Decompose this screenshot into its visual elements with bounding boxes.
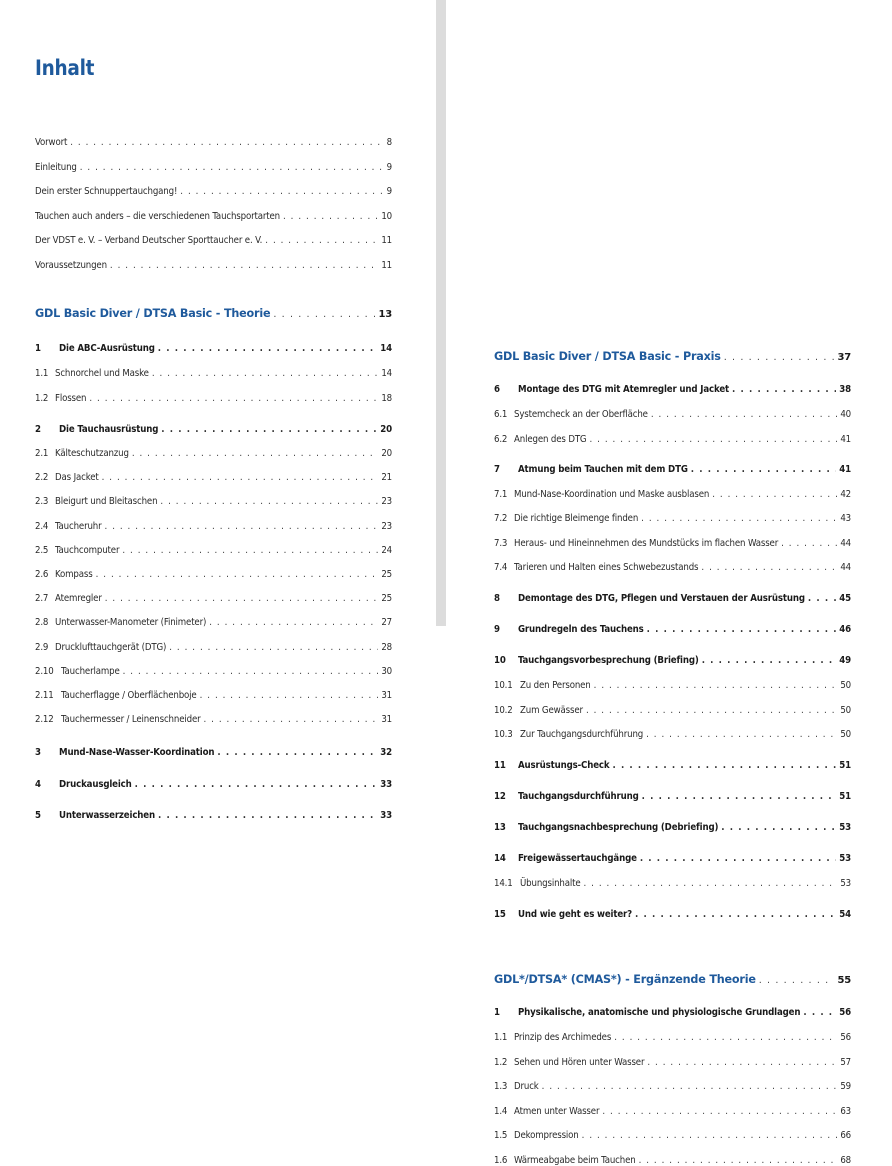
dot-leader [732,384,836,395]
dot-leader [283,211,378,222]
entry-label: Druck [514,1081,539,1093]
entry-number: 7.3 [494,537,508,549]
dot-leader [70,137,383,148]
dot-leader [639,1155,838,1166]
chapter-6[interactable] [494,384,851,395]
section-entry[interactable] [494,680,851,691]
dot-leader [265,235,378,246]
dot-leader [589,434,837,445]
page-number: 25 [381,593,392,605]
page-number: 53 [839,853,851,864]
page-number: 50 [840,680,851,691]
page-number: 57 [840,1056,851,1068]
entry-label: Voraussetzungen [35,260,107,271]
dot-leader [160,496,378,507]
page-number: 38 [839,384,851,395]
dot-leader [721,822,836,833]
dot-leader [641,513,837,524]
entry-label: Montage des DTG mit Atemregler und Jacket [518,384,730,395]
entry-number: 2.7 [35,593,49,605]
entry-label: Tauchcomputer [55,544,120,556]
entry-number: 1.6 [494,1155,508,1166]
dot-leader [102,472,379,483]
section-entry[interactable] [35,666,392,677]
entry-label: GDL Basic Diver / DTSA Basic - Praxis [494,350,721,363]
dot-leader [759,975,835,986]
entry-label: Und wie geht es weiter? [518,909,633,920]
page-number: 31 [381,690,392,701]
entry-label: Die richtige Bleimenge finden [514,513,639,525]
page-number: 41 [840,433,851,445]
entry-label: Unterwasser-Manometer (Finimeter) [55,617,207,629]
section-entry[interactable] [494,513,851,524]
entry-label: Tauchgangsvorbesprechung (Briefing) [518,655,699,666]
entry-label: Einleitung [35,161,77,173]
entry-number: 5 [35,810,41,821]
entry-label: Übungsinhalte [520,878,581,889]
entry-label: Zum Gewässer [520,704,583,716]
entry-number: 8 [494,593,500,604]
entry-label: Prinzip des Archimedes [514,1032,612,1043]
entry-number: 7.1 [494,489,508,500]
page-number: 41 [839,464,851,475]
entry-label: Mund-Nase-Wasser-Koordination [59,747,215,758]
chapter-7[interactable] [494,464,851,475]
section-entry[interactable] [494,1155,851,1166]
dot-leader [200,690,379,701]
page-number: 56 [840,1032,851,1043]
section-entry[interactable] [494,729,851,740]
dot-leader [180,186,383,197]
dot-leader [204,714,379,725]
part-heading-theorie[interactable] [35,307,392,320]
dot-leader [273,309,375,320]
page-number: 42 [840,489,851,500]
dot-leader [642,791,837,802]
page-number: 20 [381,448,392,459]
entry-number: 14 [494,853,506,864]
entry-label: Atmen unter Wasser [514,1105,600,1117]
dot-leader [724,352,835,363]
section-entry[interactable] [494,409,851,420]
entry-label: Heraus- und Hineinnehmen des Mundstücks im flachen Wasser [514,537,779,549]
dot-leader [582,1130,838,1141]
page-number: 63 [840,1105,851,1117]
entry-label: Die Tauchausrüstung [59,424,159,435]
section-entry[interactable] [35,714,392,725]
page-number: 8 [386,137,392,148]
entry-number: 7 [494,464,500,475]
entry-label: Das Jacket [55,472,99,484]
page-number: 68 [840,1155,851,1166]
entry-number: 2.12 [35,714,54,726]
entry-label: GDL*/DTSA* (CMAS*) - Ergänzende Theorie [494,973,756,986]
entry-number: 15 [494,909,506,920]
entry-label: Anlegen des DTG [514,433,587,445]
page-number: 14 [380,343,392,354]
intro-entry[interactable] [35,186,392,197]
dot-leader [152,368,378,379]
intro-entry[interactable] [35,211,392,222]
dot-leader [123,666,379,677]
dot-leader [712,489,837,500]
page-number: 44 [840,537,851,549]
chapter-4[interactable] [35,779,392,790]
page-number: 27 [381,617,392,629]
page-number: 25 [381,569,392,580]
intro-entry[interactable] [35,137,392,148]
section-entry[interactable] [35,545,392,556]
entry-number: 6.2 [494,433,508,445]
entry-number: 1 [494,1007,500,1018]
intro-entry[interactable] [35,260,392,271]
page-number: 53 [840,878,851,889]
chapter-15[interactable] [494,909,851,920]
chapter-5[interactable] [35,810,392,821]
entry-label: GDL Basic Diver / DTSA Basic - Theorie [35,307,271,320]
chapter-1-ergaenzend[interactable] [494,1007,851,1018]
intro-entry[interactable] [35,162,392,173]
dot-leader [135,779,378,790]
entry-label: Vorwort [35,137,68,148]
entry-label: Dein erster Schnuppertauchgang! [35,186,178,198]
page-number: 33 [380,779,392,790]
section-entry[interactable] [494,878,851,889]
page-number: 24 [381,544,392,556]
intro-entry[interactable] [35,235,392,246]
entry-number: 1.5 [494,1130,508,1142]
page-number: 56 [839,1007,851,1018]
page-number: 66 [840,1130,851,1142]
entry-number: 10 [494,655,506,666]
page-number: 44 [840,562,851,574]
entry-number: 2.11 [35,690,54,701]
chapter-8[interactable] [494,593,851,604]
page-number: 9 [386,186,392,198]
dot-leader [169,642,378,653]
page-number: 13 [378,309,392,320]
page-number: 55 [837,975,851,986]
dot-leader [640,853,836,864]
dot-leader [702,655,837,666]
dot-leader [110,260,378,271]
dot-leader [691,464,837,475]
dot-leader [602,1106,837,1117]
entry-label: Tauchgangsnachbesprechung (Debriefing) [518,822,719,833]
page-number: 53 [839,822,851,833]
entry-label: Druckausgleich [59,779,132,790]
page-number: 46 [839,624,851,635]
entry-label: Ausrüstungs-Check [518,760,610,771]
entry-number: 2.10 [35,665,54,677]
entry-number: 10.1 [494,680,513,691]
page-number: 43 [840,513,851,525]
section-entry[interactable] [494,562,851,573]
page-number: 51 [839,760,851,771]
entry-label: Tarieren und Halten eines Schwebezustands [514,562,699,574]
dot-leader [105,521,379,532]
entry-label: Wärmeabgabe beim Tauchen [514,1155,636,1166]
entry-number: 9 [494,624,500,635]
section-entry[interactable] [35,368,392,379]
entry-label: Atmung beim Tauchen mit dem DTG [518,464,688,475]
chapter-3[interactable] [35,747,392,758]
entry-number: 2 [35,424,41,435]
page-number: 20 [380,424,392,435]
dot-leader [217,747,377,758]
dot-leader [808,593,836,604]
section-entry[interactable] [494,1130,851,1141]
dot-leader [646,729,837,740]
page-number: 40 [840,409,851,420]
entry-label: Der VDST e. V. – Verband Deutscher Sporttaucher e. V. [35,235,263,247]
entry-label: Dekompression [514,1130,579,1142]
entry-label: Freigewässertauchgänge [518,853,637,864]
entry-number: 2.6 [35,569,49,580]
entry-label: Drucklufttauchgerät (DTG) [55,641,167,653]
section-entry[interactable] [35,593,392,604]
entry-number: 14.1 [494,878,513,889]
page-number: 11 [381,235,392,247]
entry-label: Zu den Personen [520,680,591,691]
chapter-13[interactable] [494,822,851,833]
page-title: Inhalt [35,56,95,80]
entry-label: Taucherlampe [61,665,120,677]
entry-number: 1.2 [494,1056,508,1068]
entry-number: 1.1 [35,368,49,379]
entry-label: Flossen [55,392,87,404]
dot-leader [105,593,379,604]
page-number: 50 [840,704,851,716]
dot-leader [209,617,378,628]
chapter-2[interactable] [35,424,392,435]
dot-leader [89,393,378,404]
entry-label: Grundregeln des Tauchens [518,624,644,635]
dot-leader [122,545,378,556]
chapter-10[interactable] [494,655,851,666]
part-heading-ergaenzend[interactable] [494,973,851,986]
page-number: 23 [381,496,392,508]
entry-label: Zur Tauchgangsdurchführung [520,729,644,741]
dot-leader [132,448,379,459]
entry-label: Kälteschutzanzug [55,448,129,459]
entry-label: Tauchgangsdurchführung [518,791,639,802]
section-entry[interactable] [494,434,851,445]
entry-label: Bleigurt und Bleitaschen [55,496,158,508]
chapter-1[interactable] [35,343,392,354]
entry-number: 4 [35,779,41,790]
entry-label: Mund-Nase-Koordination und Maske ausblasen [514,489,710,500]
part-heading-praxis[interactable] [494,350,851,363]
section-entry[interactable] [35,569,392,580]
section-entry[interactable] [35,690,392,701]
entry-label: Tauchen auch anders – die verschiedenen Tauchsportarten [35,210,280,222]
page-number: 50 [840,729,851,741]
dot-leader [803,1007,836,1018]
section-entry[interactable] [494,1081,851,1092]
section-entry[interactable] [494,705,851,716]
page-number: 49 [839,655,851,666]
section-entry[interactable] [35,448,392,459]
page-number: 21 [381,472,392,484]
page-number: 59 [840,1081,851,1093]
chapter-14[interactable] [494,853,851,864]
page-number: 32 [380,747,392,758]
chapter-11[interactable] [494,760,851,771]
entry-number: 2.8 [35,617,49,629]
dot-leader [542,1081,838,1092]
entry-number: 6 [494,384,500,395]
dot-leader [614,1032,837,1043]
page-number: 54 [839,909,851,920]
section-entry[interactable] [494,538,851,549]
page-number: 37 [837,352,851,363]
entry-number: 2.4 [35,520,49,532]
entry-number: 2.1 [35,448,49,459]
dot-leader [635,909,836,920]
section-entry[interactable] [494,1106,851,1117]
page-number: 18 [381,392,392,404]
section-entry[interactable] [494,1057,851,1068]
entry-number: 2.3 [35,496,49,508]
entry-label: Taucheruhr [55,520,102,532]
dot-leader [584,878,838,889]
dot-leader [158,343,377,354]
dot-leader [158,810,377,821]
section-entry[interactable] [494,489,851,500]
entry-number: 1.1 [494,1032,508,1043]
page-number: 28 [381,641,392,653]
page-number: 10 [381,210,392,222]
dot-leader [586,705,837,716]
dot-leader [647,1057,837,1068]
entry-number: 6.1 [494,409,508,420]
entry-label: Systemcheck an der Oberfläche [514,409,648,420]
entry-number: 3 [35,747,41,758]
entry-label: Tauchermesser / Leinenschneider [61,714,201,726]
entry-number: 2.9 [35,641,49,653]
entry-label: Sehen und Hören unter Wasser [514,1056,645,1068]
entry-label: Demontage des DTG, Pflegen und Verstauen der Ausrüstung [518,593,805,604]
entry-number: 1.4 [494,1105,508,1117]
page-number: 30 [381,665,392,677]
dot-leader [96,569,379,580]
entry-number: 2.2 [35,472,49,484]
entry-number: 2.5 [35,544,49,556]
entry-label: Physikalische, anatomische und physiologische Grundlagen [518,1007,801,1018]
entry-label: Kompass [55,569,93,580]
entry-number: 1.2 [35,392,49,404]
dot-leader [161,424,377,435]
page-number: 51 [839,791,851,802]
page-number: 14 [381,368,392,379]
page-number: 9 [386,161,392,173]
right-page [446,0,892,626]
section-entry[interactable] [35,642,392,653]
dot-leader [80,162,384,173]
section-entry[interactable] [35,521,392,532]
entry-number: 12 [494,791,506,802]
page-number: 31 [381,714,392,726]
page-number: 11 [381,260,392,271]
section-entry[interactable] [35,496,392,507]
entry-label: Schnorchel und Maske [55,368,149,379]
dot-leader [594,680,838,691]
section-entry[interactable] [35,472,392,483]
dot-leader [781,538,837,549]
entry-label: Atemregler [55,593,102,605]
dot-leader [701,562,837,573]
page-number: 45 [839,593,851,604]
chapter-12[interactable] [494,791,851,802]
entry-number: 1 [35,343,41,354]
entry-number: 1.3 [494,1081,508,1093]
entry-number: 13 [494,822,506,833]
entry-number: 10.2 [494,704,513,716]
entry-number: 7.2 [494,513,508,525]
entry-number: 7.4 [494,562,508,574]
dot-leader [612,760,836,771]
section-entry[interactable] [494,1032,851,1043]
book-gutter [436,0,446,626]
entry-number: 11 [494,760,506,771]
section-entry[interactable] [35,617,392,628]
entry-label: Unterwasserzeichen [59,810,155,821]
entry-number: 10.3 [494,729,513,741]
dot-leader [651,409,837,420]
entry-label: Die ABC-Ausrüstung [59,343,155,354]
section-entry[interactable] [35,393,392,404]
page-number: 23 [381,520,392,532]
page-number: 33 [380,810,392,821]
entry-label: Taucherflagge / Oberflächenboje [61,690,197,701]
